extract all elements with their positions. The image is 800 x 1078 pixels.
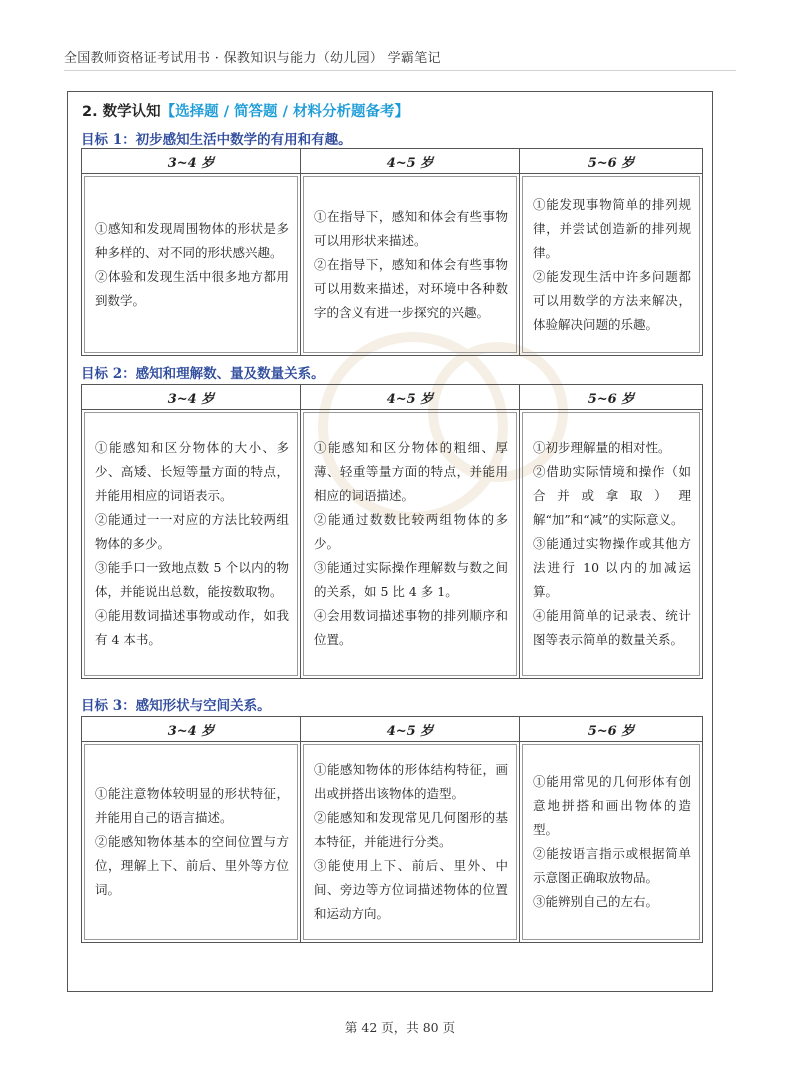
goal-3-title: 目标 3：感知形状与空间关系。 bbox=[81, 698, 271, 714]
goal-item: ②能感知物体基本的空间位置与方位，理解上下、前后、里外等方位词。 bbox=[95, 834, 289, 897]
goal-item: ④会用数词描述事物的排列顺序和位置。 bbox=[314, 608, 508, 647]
cell-box bbox=[303, 176, 517, 353]
table-cell bbox=[301, 174, 520, 356]
cell-box bbox=[303, 412, 517, 676]
goal-2-table bbox=[81, 384, 703, 679]
column-header: 4~5 岁 bbox=[301, 149, 520, 174]
table-cell bbox=[301, 410, 520, 679]
goal-1-table bbox=[81, 148, 703, 356]
cell-text bbox=[533, 770, 691, 914]
section-tag: 【选择题 / 简答题 / 材料分析题备考】 bbox=[160, 104, 409, 120]
goal-1-title: 目标 1：初步感知生活中数学的有用和有趣。 bbox=[81, 132, 352, 148]
goal-item: ②在指导下，感知和体会有些事物可以用数来描述，对环境中各种数字的含义有进一步探究的兴趣。 bbox=[314, 256, 508, 320]
cell-text bbox=[314, 436, 508, 652]
goal-item: ②能按语言指示或根据简单示意图正确取放物品。 bbox=[533, 846, 691, 885]
table-row bbox=[82, 410, 703, 679]
table-cell bbox=[520, 742, 703, 943]
table-row bbox=[82, 742, 703, 943]
cell-text bbox=[533, 193, 691, 337]
goal-item: ①感知和发现周围物体的形状是多种多样的、对不同的形状感兴趣。 bbox=[95, 220, 289, 260]
cell-box bbox=[522, 744, 700, 940]
table-header-row bbox=[82, 717, 703, 742]
column-header: 5~6 岁 bbox=[520, 385, 703, 410]
goal-item: ①能感知和区分物体的粗细、厚薄、轻重等量方面的特点，并能用相应的词语描述。 bbox=[314, 440, 508, 503]
section-title bbox=[82, 100, 409, 121]
goal-item: ①初步理解量的相对性。 bbox=[533, 440, 671, 455]
goal-item: ②体验和发现生活中很多地方都用到数学。 bbox=[95, 268, 289, 308]
table-cell bbox=[82, 410, 301, 679]
cell-box bbox=[522, 176, 700, 353]
cell-text bbox=[95, 436, 289, 652]
cell-text bbox=[314, 205, 508, 325]
column-header: 3~4 岁 bbox=[82, 717, 301, 742]
cell-text bbox=[314, 758, 508, 926]
content-frame bbox=[67, 91, 713, 992]
running-head: 全国教师资格证考试用书 · 保教知识与能力（幼儿园） 学霸笔记 bbox=[64, 51, 441, 66]
table-row bbox=[82, 174, 703, 356]
section-title-text: 2. 数学认知 bbox=[82, 104, 161, 120]
goal-item: ②能感知和发现常见几何图形的基本特征，并能进行分类。 bbox=[314, 810, 508, 849]
goal-item: ①能感知物体的形体结构特征，画出或拼搭出该物体的造型。 bbox=[314, 762, 508, 801]
column-header: 5~6 岁 bbox=[520, 717, 703, 742]
cell-box bbox=[522, 412, 700, 676]
goal-item: ③能手口一致地点数 5 个以内的物体，并能说出总数，能按数取物。 bbox=[95, 560, 289, 599]
goal-3-table bbox=[81, 716, 703, 943]
table-cell bbox=[520, 410, 703, 679]
cell-box bbox=[84, 412, 298, 676]
table-cell bbox=[82, 174, 301, 356]
goal-item: ①能感知和区分物体的大小、多少、高矮、长短等量方面的特点，并能用相应的词语表示。 bbox=[95, 440, 289, 503]
column-header: 4~5 岁 bbox=[301, 717, 520, 742]
goal-item: ②能通过数数比较两组物体的多少。 bbox=[314, 512, 508, 551]
goal-2-title: 目标 2：感知和理解数、量及数量关系。 bbox=[81, 366, 325, 382]
goal-item: ③能通过实际操作理解数与数之间的关系，如 5 比 4 多 1。 bbox=[314, 560, 508, 599]
cell-text bbox=[533, 436, 691, 652]
goal-item: ①在指导下，感知和体会有些事物可以用形状来描述。 bbox=[314, 208, 508, 248]
goal-item: ①能发现事物简单的排列规律，并尝试创造新的排列规律。 bbox=[533, 196, 691, 260]
goal-item: ③能通过实物操作或其他方法进行 10 以内的加减运算。 bbox=[533, 536, 691, 599]
goal-item: ①能注意物体较明显的形状特征，并能用自己的语言描述。 bbox=[95, 786, 289, 825]
cell-box bbox=[84, 744, 298, 940]
table-cell bbox=[82, 742, 301, 943]
goal-item: ①能用常见的几何形体有创意地拼搭和画出物体的造型。 bbox=[533, 774, 691, 837]
column-header: 5~6 岁 bbox=[520, 149, 703, 174]
goal-item: ②借助实际情境和操作（如合并或拿取）理解“加”和“减”的实际意义。 bbox=[533, 464, 691, 527]
cell-box bbox=[84, 176, 298, 353]
page-footer: 第 42 页，共 80 页 bbox=[344, 1020, 456, 1035]
table-header-row bbox=[82, 385, 703, 410]
table-cell bbox=[520, 174, 703, 356]
goal-item: ②能发现生活中许多问题都可以用数学的方法来解决，体验解决问题的乐趣。 bbox=[533, 268, 691, 332]
goal-item: ④能用简单的记录表、统计图等表示简单的数量关系。 bbox=[533, 608, 691, 647]
column-header: 4~5 岁 bbox=[301, 385, 520, 410]
cell-text bbox=[95, 217, 289, 313]
goal-item: ④能用数词描述事物或动作，如我有 4 本书。 bbox=[95, 608, 289, 647]
column-header: 3~4 岁 bbox=[82, 385, 301, 410]
cell-text bbox=[95, 782, 289, 902]
table-header-row bbox=[82, 149, 703, 174]
cell-box bbox=[303, 744, 517, 940]
header-rule bbox=[64, 70, 736, 71]
goal-item: ②能通过一一对应的方法比较两组物体的多少。 bbox=[95, 512, 289, 551]
column-header: 3~4 岁 bbox=[82, 149, 301, 174]
goal-item: ③能辨别自己的左右。 bbox=[533, 894, 659, 909]
goal-item: ③能使用上下、前后、里外、中间、旁边等方位词描述物体的位置和运动方向。 bbox=[314, 858, 508, 921]
table-cell bbox=[301, 742, 520, 943]
